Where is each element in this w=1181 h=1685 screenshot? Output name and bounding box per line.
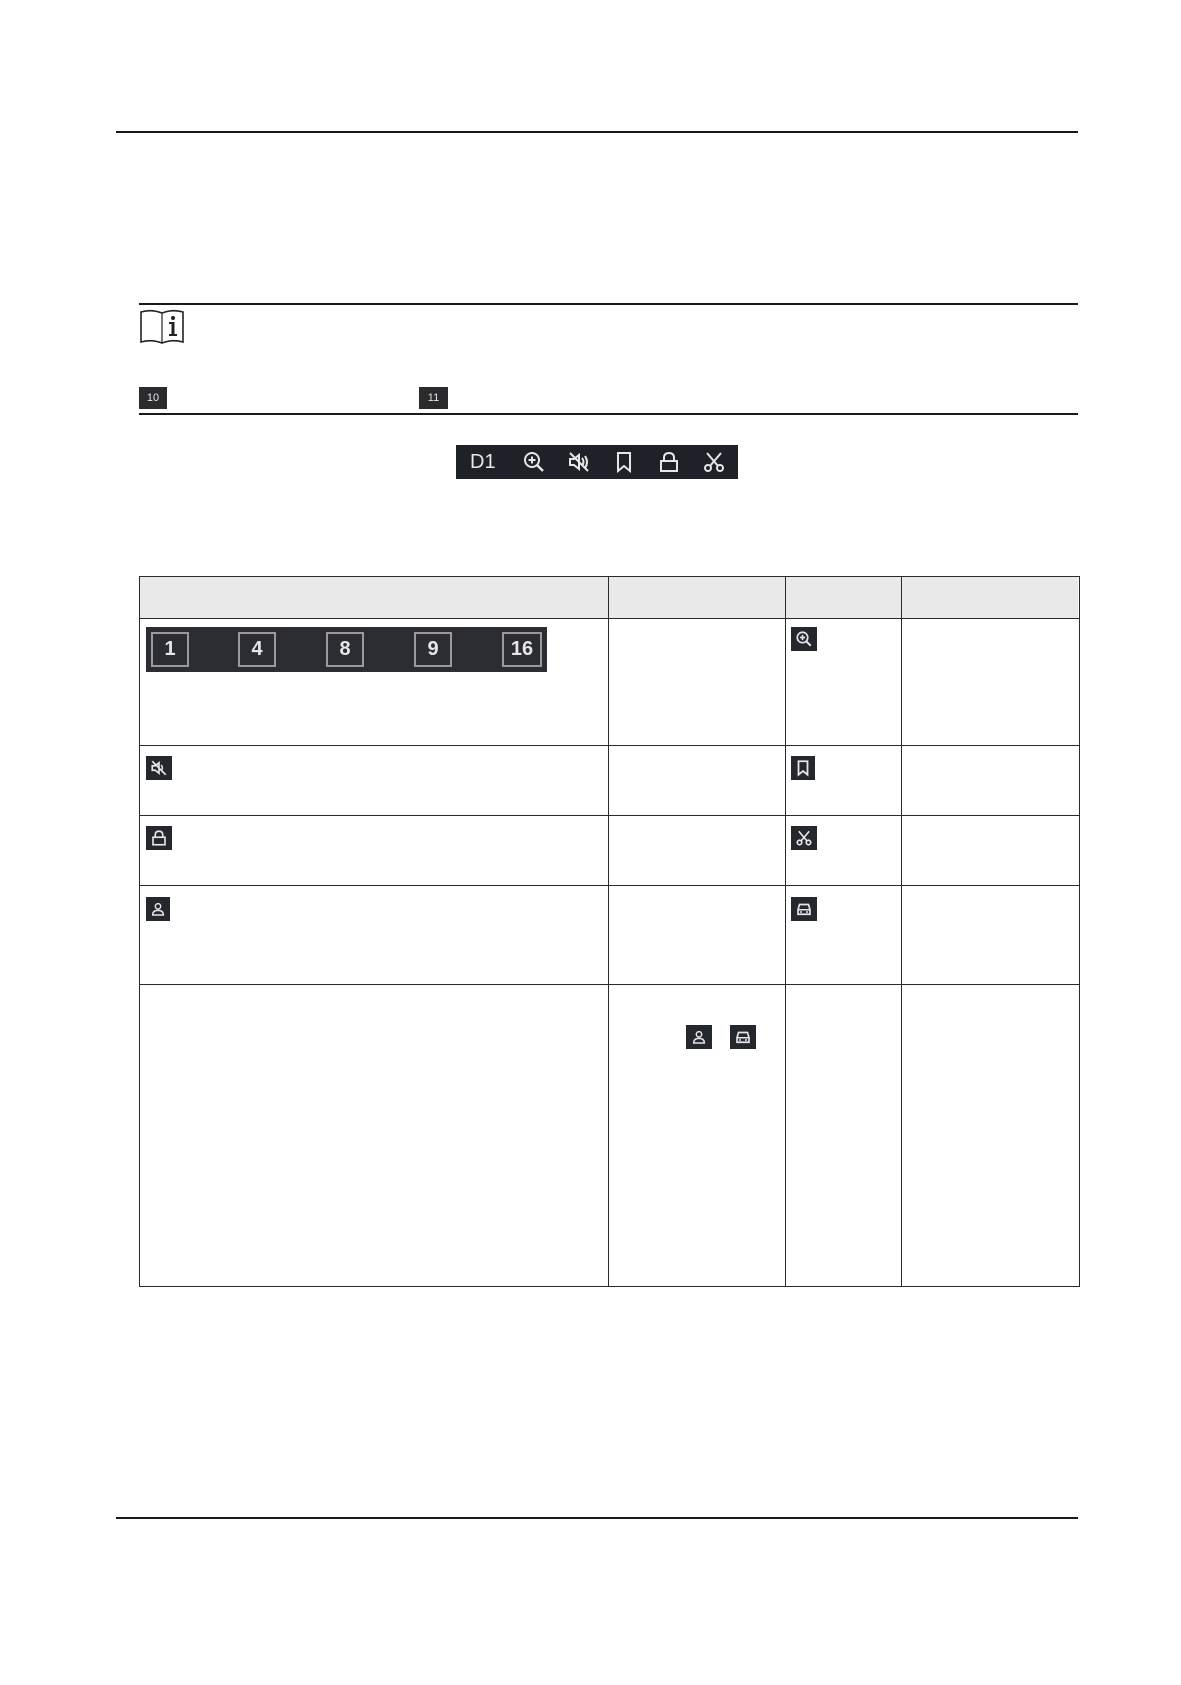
note-bottom-rule [139, 413, 1078, 415]
table-row-divider [139, 815, 1080, 816]
zoom-in-icon[interactable] [791, 627, 817, 651]
table-border [139, 576, 140, 1287]
page-footer-rule [116, 1517, 1078, 1519]
vehicle-icon[interactable] [791, 897, 817, 921]
table-row-divider [139, 984, 1080, 985]
info-book-icon [139, 308, 185, 344]
window-layout-bar [146, 627, 547, 672]
layout-9-button[interactable]: 9 [414, 632, 452, 667]
person-icon[interactable] [146, 897, 170, 921]
table-row-divider [139, 745, 1080, 746]
zoom-in-icon[interactable] [521, 449, 547, 475]
button-description-table [139, 576, 1080, 1287]
table-col-divider [608, 576, 609, 1287]
mute-icon[interactable] [146, 756, 172, 780]
table-col-divider [785, 576, 786, 1287]
table-row-divider [139, 885, 1080, 886]
scissors-icon[interactable] [791, 826, 817, 850]
table-row-divider [139, 618, 1080, 619]
table-border [1079, 576, 1080, 1287]
bookmark-icon[interactable] [611, 449, 637, 475]
channel-label: D1 [470, 450, 496, 473]
table-col-divider [901, 576, 902, 1287]
table-border [139, 1286, 1080, 1287]
playback-toolbar [456, 445, 738, 479]
bookmark-icon[interactable] [791, 756, 815, 780]
table-border [139, 576, 1080, 577]
layout-8-button[interactable]: 8 [326, 632, 364, 667]
tag-11: 11 [419, 387, 448, 409]
layout-1-button[interactable]: 1 [151, 632, 189, 667]
lock-icon[interactable] [656, 449, 682, 475]
tag-10: 10 [139, 387, 167, 409]
scissors-icon[interactable] [701, 449, 727, 475]
vehicle-icon[interactable] [730, 1025, 756, 1049]
layout-4-button[interactable]: 4 [238, 632, 276, 667]
layout-16-button[interactable]: 16 [502, 632, 542, 667]
note-top-rule [139, 303, 1078, 305]
lock-icon[interactable] [146, 826, 172, 850]
page-header-rule [116, 131, 1078, 133]
mute-icon[interactable] [566, 449, 592, 475]
person-icon[interactable] [686, 1025, 712, 1049]
